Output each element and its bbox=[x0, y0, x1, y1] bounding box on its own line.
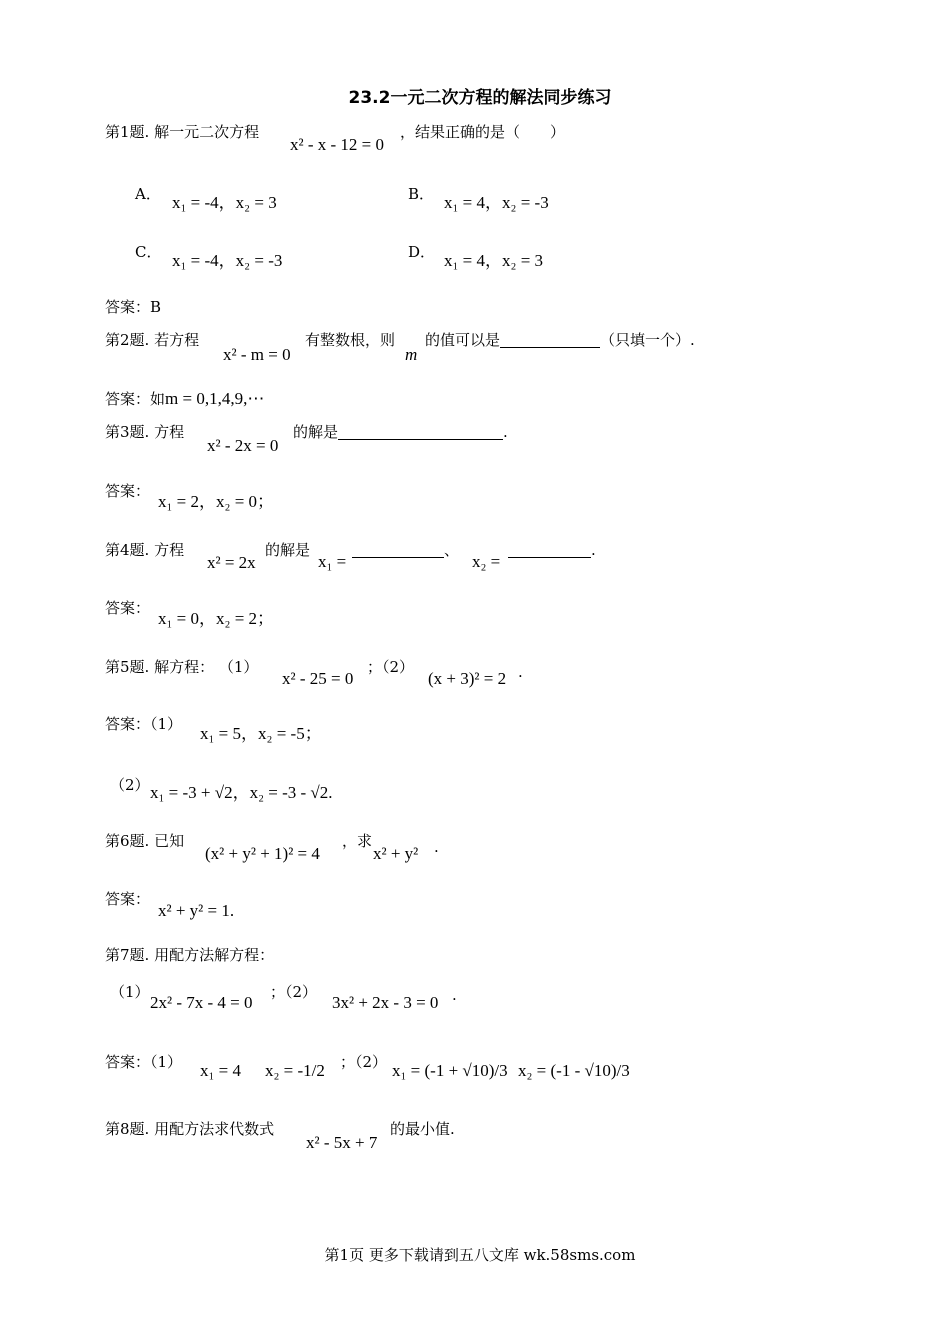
answer-5-label bbox=[105, 717, 182, 732]
question-7-label: 第7题. bbox=[105, 946, 150, 964]
question-6-equation: (x² + y² + 1)² = 4 bbox=[205, 844, 320, 863]
option-b-value: x₁ = 4，x₂ = -3 bbox=[444, 193, 549, 212]
answer-7-x2-part2: x₂ = (-1 - √10)/3 bbox=[518, 1061, 630, 1080]
answer-7-part1: （1） bbox=[150, 1053, 183, 1071]
answer-7-x1: x₁ = 4 bbox=[200, 1061, 242, 1080]
answer-5-value-1: x₁ = 5，x₂ = -5； bbox=[200, 724, 322, 743]
option-a-value: x₁ = -4，x₂ = 3 bbox=[172, 193, 277, 212]
question-4-prompt: 方程 bbox=[154, 541, 185, 559]
question-5-part2: （2） bbox=[382, 658, 415, 676]
option-d-letter: D． bbox=[408, 243, 436, 261]
question-7-semi: ； bbox=[270, 983, 286, 1001]
question-3-prompt: 方程 bbox=[154, 423, 185, 441]
question-7-mid bbox=[270, 985, 317, 1000]
question-3-label: 第3题. bbox=[105, 423, 150, 441]
question-2-var: m bbox=[405, 345, 418, 364]
answer-5-part1: （1） bbox=[150, 715, 183, 733]
answer-1-value: B bbox=[150, 298, 162, 316]
answer-label: 答案： bbox=[105, 1053, 151, 1071]
answer-blank[interactable] bbox=[500, 333, 600, 348]
answer-label: 答案： bbox=[105, 715, 151, 733]
answer-blank[interactable] bbox=[338, 425, 503, 440]
answer-6-label: 答案： bbox=[105, 890, 151, 908]
question-5-mid bbox=[367, 660, 414, 675]
answer-1 bbox=[105, 300, 161, 315]
question-6-label: 第6题. bbox=[105, 832, 150, 850]
answer-5-part2: （2） bbox=[110, 776, 150, 794]
answer-7-semi: ； bbox=[340, 1053, 356, 1071]
question-1-text bbox=[105, 125, 259, 140]
question-1-label: 第1题. bbox=[105, 123, 150, 141]
question-4-blank2 bbox=[508, 543, 596, 558]
question-4-blank1 bbox=[352, 543, 459, 558]
question-1-suffix: ，结果正确的是（ ） bbox=[400, 123, 566, 141]
question-4-equation: x² = 2x bbox=[207, 553, 256, 572]
question-6-prompt: 已知 bbox=[154, 832, 185, 850]
answer-7-x1-part2: x₁ = (-1 + √10)/3 bbox=[392, 1061, 508, 1080]
question-2-text bbox=[105, 333, 199, 348]
question-1-prompt: 解一元二次方程 bbox=[154, 123, 260, 141]
question-4-x1: x₁ = bbox=[318, 552, 347, 571]
answer-7-part2-label: （2） bbox=[355, 1053, 388, 1071]
question-4-text bbox=[105, 543, 184, 558]
question-4-end: . bbox=[591, 541, 596, 559]
question-5-part1: （1） bbox=[218, 658, 259, 676]
question-8-after: 的最小值. bbox=[390, 1120, 455, 1138]
question-2-end: （只填一个）. bbox=[600, 331, 695, 349]
option-d-value: x₁ = 4，x₂ = 3 bbox=[444, 251, 544, 270]
question-5-equation-1: x² - 25 = 0 bbox=[282, 669, 354, 688]
question-5-equation-2: (x + 3)² = 2 bbox=[428, 669, 507, 688]
option-b-letter: B． bbox=[408, 185, 435, 203]
question-4-label: 第4题. bbox=[105, 541, 150, 559]
question-7-equation-2: 3x² + 2x - 3 = 0 bbox=[332, 993, 439, 1012]
question-2-label: 第2题. bbox=[105, 331, 150, 349]
page-footer: 第1页 更多下载请到五八文库 wk.58sms.com bbox=[324, 1246, 636, 1264]
question-3-after-text: 的解是 bbox=[293, 423, 339, 441]
answer-5-value-2: x₁ = -3 + √2，x₂ = -3 - √2. bbox=[150, 783, 333, 802]
answer-4-value: x₁ = 0，x₂ = 2； bbox=[158, 609, 275, 628]
answer-label: 答案： bbox=[105, 298, 151, 316]
question-4-x2: x₂ = bbox=[472, 552, 501, 571]
question-7-part2: （2） bbox=[285, 983, 318, 1001]
question-5-semi: ； bbox=[367, 658, 383, 676]
question-4-sep: 、 bbox=[444, 541, 460, 559]
question-7-end: . bbox=[452, 986, 457, 1004]
question-5-label: 第5题. bbox=[105, 658, 150, 676]
question-3-text bbox=[105, 425, 184, 440]
answer-3-label: 答案： bbox=[105, 482, 151, 500]
question-6-after: ，求 bbox=[342, 832, 373, 850]
option-c-letter: C． bbox=[135, 243, 162, 261]
question-7-part1: （1） bbox=[110, 983, 150, 1001]
option-a-letter: A． bbox=[135, 185, 161, 203]
answer-label: 答案： bbox=[105, 390, 151, 408]
question-3-after bbox=[293, 425, 508, 440]
answer-6-value: x² + y² = 1. bbox=[158, 901, 235, 920]
question-8-expression: x² - 5x + 7 bbox=[306, 1133, 378, 1152]
question-4-after: 的解是 bbox=[265, 541, 311, 559]
question-7-equation-1: 2x² - 7x - 4 = 0 bbox=[150, 993, 253, 1012]
answer-2 bbox=[105, 390, 264, 407]
answer-7-label bbox=[105, 1055, 182, 1070]
page-title: 23.2一元二次方程的解法同步练习 bbox=[348, 88, 612, 108]
question-2-equation: x² - m = 0 bbox=[223, 345, 291, 364]
question-2-prompt: 若方程 bbox=[154, 331, 200, 349]
question-5-end: . bbox=[518, 663, 523, 681]
question-2-middle: 有整数根，则 bbox=[305, 331, 396, 349]
answer-7-part2 bbox=[340, 1055, 387, 1070]
question-5-prompt: 解方程： bbox=[154, 658, 215, 676]
answer-blank[interactable] bbox=[508, 543, 591, 558]
question-6-end: . bbox=[434, 838, 439, 856]
answer-7-x2: x₂ = -1/2 bbox=[265, 1061, 325, 1080]
question-3-end: . bbox=[503, 423, 508, 441]
question-2-after-text: 的值可以是 bbox=[425, 331, 501, 349]
question-2-after bbox=[425, 333, 695, 348]
question-8-prompt: 用配方法求代数式 bbox=[154, 1120, 275, 1138]
question-5-text bbox=[105, 660, 258, 675]
answer-3-value: x₁ = 2，x₂ = 0； bbox=[158, 492, 275, 511]
question-8-text bbox=[105, 1122, 274, 1137]
question-7-text bbox=[105, 948, 274, 963]
question-7-prompt: 用配方法解方程： bbox=[154, 946, 275, 964]
question-1-equation: x² - x - 12 = 0 bbox=[290, 135, 385, 154]
question-3-equation: x² - 2x = 0 bbox=[207, 436, 279, 455]
option-c-value: x₁ = -4，x₂ = -3 bbox=[172, 251, 283, 270]
question-8-label: 第8题. bbox=[105, 1120, 150, 1138]
answer-blank[interactable] bbox=[352, 543, 444, 558]
answer-2-value: m = 0,1,4,9,⋯ bbox=[165, 389, 265, 408]
question-6-text bbox=[105, 834, 184, 849]
question-6-target: x² + y² bbox=[373, 844, 419, 863]
answer-2-prefix: 如 bbox=[150, 390, 166, 408]
answer-4-label: 答案： bbox=[105, 599, 151, 617]
